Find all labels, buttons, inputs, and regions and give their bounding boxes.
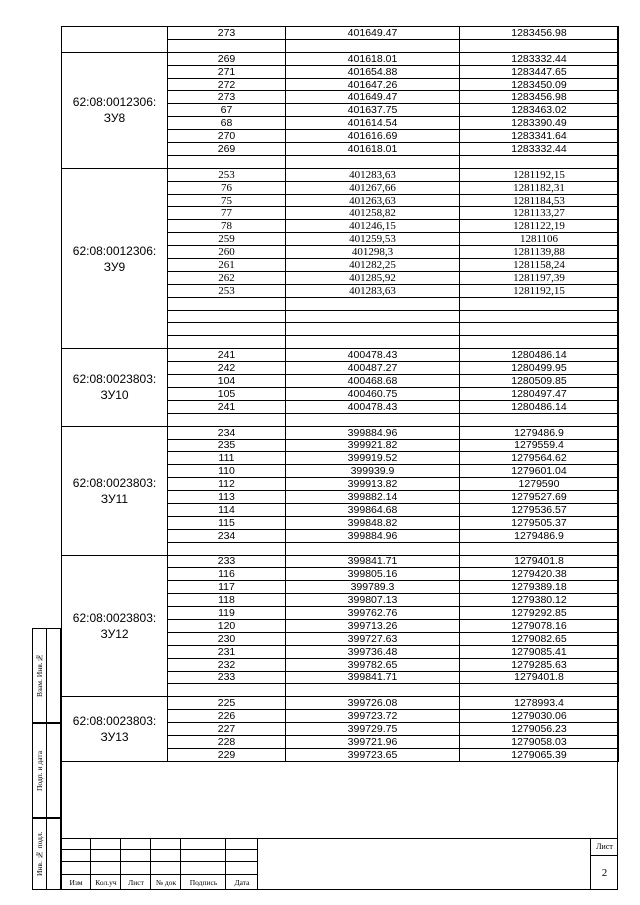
- parcel-label: 62:08:0023803: ЗУ10: [62, 349, 168, 426]
- x-coordinate-cell: 400487.27: [286, 362, 460, 375]
- x-coordinate-cell: 399864.68: [286, 503, 460, 516]
- x-coordinate-cell: 399921.82: [286, 439, 460, 452]
- blank-cell: [168, 310, 286, 323]
- point-number-cell: 232: [168, 658, 286, 671]
- x-coordinate-cell: 400460.75: [286, 387, 460, 400]
- y-coordinate-cell: 1279564.62: [460, 452, 619, 465]
- y-coordinate-cell: 1279601.04: [460, 465, 619, 478]
- side-stamp-replacement: [32, 628, 61, 723]
- y-coordinate-cell: 1279292.85: [460, 607, 619, 620]
- y-coordinate-cell: 1283456.98: [460, 91, 619, 104]
- x-coordinate-cell: 399782.65: [286, 658, 460, 671]
- blank-cell: [460, 336, 619, 349]
- point-number-cell: 259: [168, 233, 286, 246]
- y-coordinate-cell: 1279590: [460, 478, 619, 491]
- point-number-cell: 111: [168, 452, 286, 465]
- point-number-cell: 269: [168, 52, 286, 65]
- y-coordinate-cell: 1278993.4: [460, 697, 619, 710]
- point-number-cell: 269: [168, 143, 286, 156]
- x-coordinate-cell: 401285,92: [286, 271, 460, 284]
- y-coordinate-cell: 1279085.41: [460, 645, 619, 658]
- y-coordinate-cell: 1280509.85: [460, 375, 619, 388]
- stamp-header: Подпись: [189, 878, 218, 887]
- point-number-cell: 261: [168, 259, 286, 272]
- x-coordinate-cell: 401282,25: [286, 259, 460, 272]
- x-coordinate-cell: 401616.69: [286, 130, 460, 143]
- y-coordinate-cell: 1280499.95: [460, 362, 619, 375]
- x-coordinate-cell: 400478.43: [286, 349, 460, 362]
- x-coordinate-cell: 401618.01: [286, 143, 460, 156]
- point-number-cell: 68: [168, 117, 286, 130]
- blank-cell: [168, 684, 286, 697]
- x-coordinate-cell: 401259,53: [286, 233, 460, 246]
- y-coordinate-cell: 1281197,39: [460, 271, 619, 284]
- title-block: [61, 838, 618, 890]
- parcel-label: 62:08:0012306: ЗУ9: [62, 168, 168, 348]
- x-coordinate-cell: 399727.63: [286, 632, 460, 645]
- x-coordinate-cell: 399841.71: [286, 555, 460, 568]
- x-coordinate-cell: 401647.26: [286, 78, 460, 91]
- side-label-signature-date: Подп. и дата: [35, 750, 44, 791]
- x-coordinate-cell: 399729.75: [286, 723, 460, 736]
- point-number-cell: 110: [168, 465, 286, 478]
- y-coordinate-cell: 1279559.4: [460, 439, 619, 452]
- point-number-cell: 105: [168, 387, 286, 400]
- point-number-cell: 273: [168, 91, 286, 104]
- y-coordinate-cell: 1279401.8: [460, 671, 619, 684]
- table-row: [62, 555, 619, 568]
- y-coordinate-cell: 1281122,19: [460, 220, 619, 233]
- y-coordinate-cell: 1283463.02: [460, 104, 619, 117]
- y-coordinate-cell: 1279486.9: [460, 529, 619, 542]
- y-coordinate-cell: 1281106: [460, 233, 619, 246]
- table-row: [62, 426, 619, 439]
- blank-cell: [168, 39, 286, 52]
- y-coordinate-cell: 1279082.65: [460, 632, 619, 645]
- sheet-number-box: [590, 839, 618, 890]
- point-number-cell: 113: [168, 491, 286, 504]
- coordinates-table: [61, 26, 619, 762]
- stamp-header: № док: [155, 878, 177, 887]
- x-coordinate-cell: 399841.71: [286, 671, 460, 684]
- table-row: [62, 349, 619, 362]
- x-coordinate-cell: 401246,15: [286, 220, 460, 233]
- blank-cell: [460, 310, 619, 323]
- blank-cell: [286, 413, 460, 426]
- y-coordinate-cell: 1279536.57: [460, 503, 619, 516]
- table-row: [62, 697, 619, 710]
- point-number-cell: 114: [168, 503, 286, 516]
- y-coordinate-cell: 1279078.16: [460, 619, 619, 632]
- x-coordinate-cell: 399805.16: [286, 568, 460, 581]
- blank-cell: [460, 684, 619, 697]
- sheet-label: Лист: [591, 839, 618, 856]
- y-coordinate-cell: 1281133,27: [460, 207, 619, 220]
- blank-cell: [286, 542, 460, 555]
- x-coordinate-cell: 400468.68: [286, 375, 460, 388]
- x-coordinate-cell: 401614.54: [286, 117, 460, 130]
- blank-cell: [286, 297, 460, 310]
- blank-cell: [286, 336, 460, 349]
- x-coordinate-cell: 401618.01: [286, 52, 460, 65]
- y-coordinate-cell: 1279420.38: [460, 568, 619, 581]
- point-number-cell: 77: [168, 207, 286, 220]
- y-coordinate-cell: 1279065.39: [460, 748, 619, 761]
- y-coordinate-cell: 1283332.44: [460, 52, 619, 65]
- y-coordinate-cell: 1281182,31: [460, 181, 619, 194]
- point-number-cell: 115: [168, 516, 286, 529]
- x-coordinate-cell: 399807.13: [286, 594, 460, 607]
- point-number-cell: 225: [168, 697, 286, 710]
- blank-cell: [286, 323, 460, 336]
- parcel-label: 62:08:0023803: ЗУ11: [62, 426, 168, 555]
- y-coordinate-cell: 1279056.23: [460, 723, 619, 736]
- x-coordinate-cell: 399736.48: [286, 645, 460, 658]
- point-number-cell: 271: [168, 65, 286, 78]
- y-coordinate-cell: 1281192,15: [460, 284, 619, 297]
- blank-cell: [168, 413, 286, 426]
- x-coordinate-cell: 401637.75: [286, 104, 460, 117]
- table-row: [62, 52, 619, 65]
- stamp-header: Кол.уч: [95, 878, 117, 887]
- side-label-replacement: Взам. Инв.№: [35, 653, 44, 698]
- point-number-cell: 242: [168, 362, 286, 375]
- point-number-cell: 253: [168, 168, 286, 181]
- stamp-header: Лист: [128, 878, 144, 887]
- blank-cell: [460, 155, 619, 168]
- y-coordinate-cell: 1279030.06: [460, 710, 619, 723]
- y-coordinate-cell: 1279389.18: [460, 581, 619, 594]
- point-number-cell: 120: [168, 619, 286, 632]
- x-coordinate-cell: 401649.47: [286, 91, 460, 104]
- x-coordinate-cell: 399913.82: [286, 478, 460, 491]
- point-number-cell: 117: [168, 581, 286, 594]
- blank-cell: [168, 155, 286, 168]
- x-coordinate-cell: 399882.14: [286, 491, 460, 504]
- blank-cell: [168, 336, 286, 349]
- point-number-cell: 118: [168, 594, 286, 607]
- x-coordinate-cell: 401267,66: [286, 181, 460, 194]
- parcel-label: 62:08:0023803: ЗУ13: [62, 697, 168, 761]
- x-coordinate-cell: 399723.72: [286, 710, 460, 723]
- y-coordinate-cell: 1279058.03: [460, 735, 619, 748]
- point-number-cell: 233: [168, 671, 286, 684]
- y-coordinate-cell: 1281192,15: [460, 168, 619, 181]
- x-coordinate-cell: 401654.88: [286, 65, 460, 78]
- x-coordinate-cell: 399884.96: [286, 426, 460, 439]
- x-coordinate-cell: 399723.65: [286, 748, 460, 761]
- x-coordinate-cell: 399713.26: [286, 619, 460, 632]
- blank-cell: [460, 413, 619, 426]
- y-coordinate-cell: 1279527.69: [460, 491, 619, 504]
- parcel-label: [62, 27, 168, 53]
- side-stamp-original-inventory: [32, 818, 61, 890]
- blank-cell: [168, 323, 286, 336]
- point-number-cell: 227: [168, 723, 286, 736]
- blank-cell: [286, 155, 460, 168]
- point-number-cell: 272: [168, 78, 286, 91]
- x-coordinate-cell: 399762.76: [286, 607, 460, 620]
- y-coordinate-cell: 1281184,53: [460, 194, 619, 207]
- x-coordinate-cell: 399721.96: [286, 735, 460, 748]
- stamp-header: Изм: [69, 878, 83, 887]
- point-number-cell: 233: [168, 555, 286, 568]
- y-coordinate-cell: 1280486.14: [460, 349, 619, 362]
- x-coordinate-cell: 401263,63: [286, 194, 460, 207]
- y-coordinate-cell: 1280486.14: [460, 400, 619, 413]
- parcel-label: 62:08:0023803: ЗУ12: [62, 555, 168, 697]
- point-number-cell: 262: [168, 271, 286, 284]
- table-row: [62, 27, 619, 40]
- blank-cell: [168, 542, 286, 555]
- point-number-cell: 119: [168, 607, 286, 620]
- point-number-cell: 235: [168, 439, 286, 452]
- side-label-original-inventory: Инв. № подл.: [35, 831, 44, 877]
- x-coordinate-cell: 400478.43: [286, 400, 460, 413]
- point-number-cell: 112: [168, 478, 286, 491]
- point-number-cell: 234: [168, 529, 286, 542]
- parcel-label: 62:08:0012306: ЗУ8: [62, 52, 168, 168]
- y-coordinate-cell: 1283447.65: [460, 65, 619, 78]
- x-coordinate-cell: 401258,82: [286, 207, 460, 220]
- blank-cell: [286, 310, 460, 323]
- point-number-cell: 241: [168, 349, 286, 362]
- point-number-cell: 253: [168, 284, 286, 297]
- sheet-number: 2: [601, 867, 608, 879]
- x-coordinate-cell: 399884.96: [286, 529, 460, 542]
- point-number-cell: 229: [168, 748, 286, 761]
- y-coordinate-cell: 1281139,88: [460, 246, 619, 259]
- point-number-cell: 241: [168, 400, 286, 413]
- point-number-cell: 75: [168, 194, 286, 207]
- x-coordinate-cell: 399939.9: [286, 465, 460, 478]
- y-coordinate-cell: 1279505.37: [460, 516, 619, 529]
- y-coordinate-cell: 1283450.09: [460, 78, 619, 91]
- x-coordinate-cell: 401283,63: [286, 168, 460, 181]
- x-coordinate-cell: 399848.82: [286, 516, 460, 529]
- point-number-cell: 76: [168, 181, 286, 194]
- point-number-cell: 260: [168, 246, 286, 259]
- point-number-cell: 270: [168, 130, 286, 143]
- y-coordinate-cell: 1283456.98: [460, 27, 619, 40]
- y-coordinate-cell: 1279285.63: [460, 658, 619, 671]
- point-number-cell: 226: [168, 710, 286, 723]
- point-number-cell: 228: [168, 735, 286, 748]
- x-coordinate-cell: 401283,63: [286, 284, 460, 297]
- point-number-cell: 273: [168, 27, 286, 40]
- point-number-cell: 231: [168, 645, 286, 658]
- point-number-cell: 104: [168, 375, 286, 388]
- y-coordinate-cell: 1279401.8: [460, 555, 619, 568]
- y-coordinate-cell: 1283332.44: [460, 143, 619, 156]
- point-number-cell: 230: [168, 632, 286, 645]
- stamp-header: Дата: [234, 878, 250, 887]
- y-coordinate-cell: 1279486.9: [460, 426, 619, 439]
- x-coordinate-cell: 399919.52: [286, 452, 460, 465]
- point-number-cell: 116: [168, 568, 286, 581]
- y-coordinate-cell: 1281158,24: [460, 259, 619, 272]
- y-coordinate-cell: 1280497.47: [460, 387, 619, 400]
- point-number-cell: 78: [168, 220, 286, 233]
- blank-cell: [286, 39, 460, 52]
- blank-cell: [460, 323, 619, 336]
- x-coordinate-cell: 399789.3: [286, 581, 460, 594]
- point-number-cell: 67: [168, 104, 286, 117]
- table-row: [62, 168, 619, 181]
- side-stamp-signature-date: [32, 723, 61, 818]
- x-coordinate-cell: 401649.47: [286, 27, 460, 40]
- blank-cell: [168, 297, 286, 310]
- blank-cell: [460, 39, 619, 52]
- blank-cell: [286, 684, 460, 697]
- y-coordinate-cell: 1279380.12: [460, 594, 619, 607]
- blank-cell: [460, 542, 619, 555]
- x-coordinate-cell: 399726.08: [286, 697, 460, 710]
- y-coordinate-cell: 1283390.49: [460, 117, 619, 130]
- blank-cell: [460, 297, 619, 310]
- x-coordinate-cell: 401298,3: [286, 246, 460, 259]
- point-number-cell: 234: [168, 426, 286, 439]
- y-coordinate-cell: 1283341.64: [460, 130, 619, 143]
